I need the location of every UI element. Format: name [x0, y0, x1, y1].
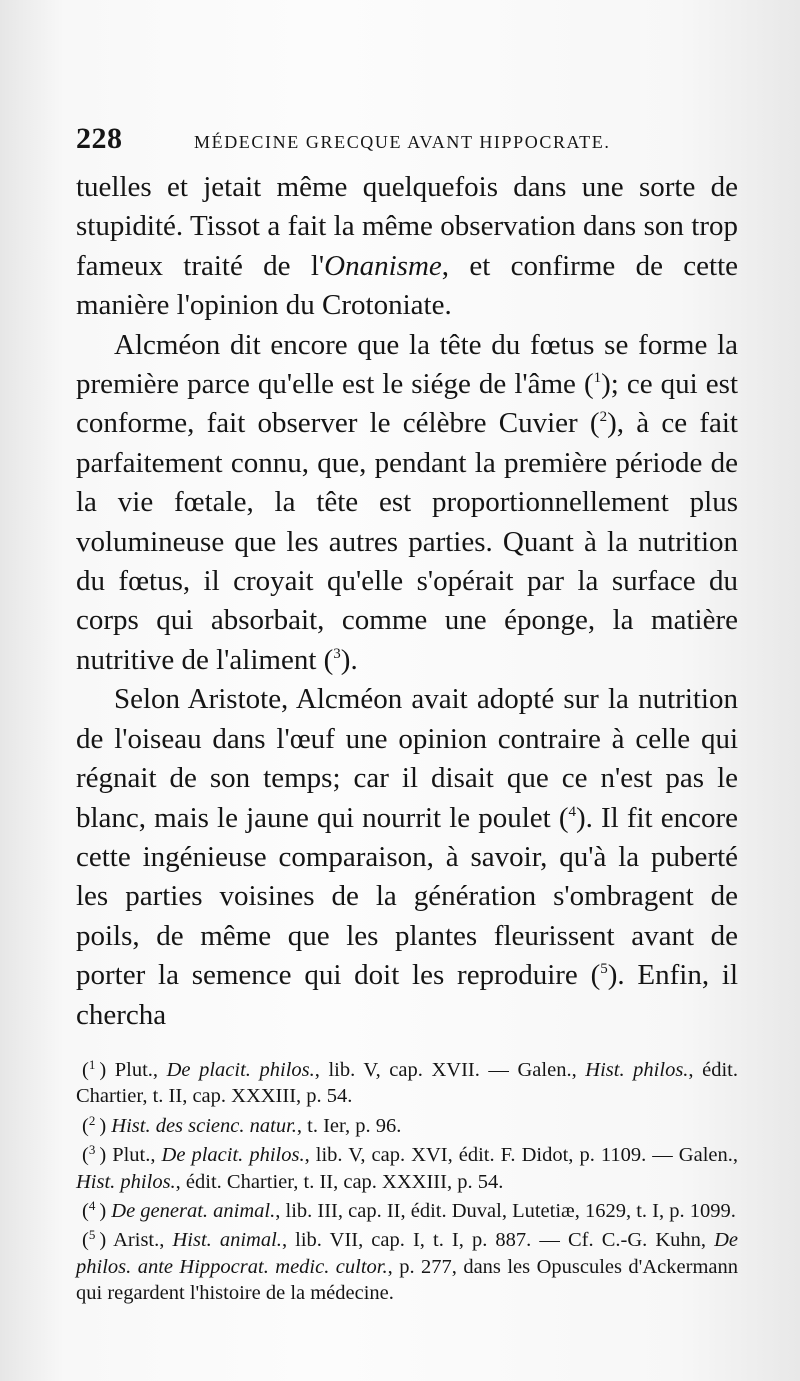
footnote-ref-2[interactable]: 2 — [599, 409, 608, 426]
footnote-1: ($^1$ ) Plut., De placit. philos., lib. V, cap. XVII. — Galen., Hist. philos., édit. Chartier, t. II, cap. XXXIII, p. 54. — [76, 1056, 738, 1108]
paragraph-3: Selon Aristote, Alcméon avait adopté sur la nutrition de l'oiseau dans l'œuf une opinion contraire à celle qui régnait de son temps; car il disait que ce n'est pas le blanc, mais le jaune qui nourrit le poulet ($^4$). Il fit encore cette ingénieuse comparaison, à savoir, qu'à la puberté les parties voisines de la génération s'ombragent de poils, de même que les plantes fleurissent avant de porter la semence qui doit les reproduire ($^5$). Enfin, il chercha — [76, 683, 738, 1031]
paragraph-2: Alcméon dit encore que la tête du fœtus se forme la première parce qu'elle est le siége de l'âme ($^1$); ce qui est conforme, fait observer le célèbre Cuvier ($^2$), à ce fait parfaitement connu, que, pendant la première période de la vie fœtale, la tête est proportionnellement plus volumineuse que les autres parties. Quant à la nutrition du fœtus, il croyait qu'elle s'opérait par la surface du corps qui absorbait, comme une éponge, la matière nutritive de l'aliment ($^3$). — [76, 328, 738, 676]
body-text — [76, 168, 738, 1035]
page-header — [76, 122, 738, 162]
footnote-ref-5[interactable]: 5 — [600, 961, 608, 978]
footnotes — [76, 1057, 738, 1307]
footnote-2: ($^2$ ) Hist. des scienc. natur., t. Ier, p. 96. — [82, 1112, 402, 1137]
footnote-4: ($^4$ ) De generat. animal., lib. III, cap. II, édit. Duval, Lutetiæ, 1629, t. I, p. 1099. — [82, 1197, 736, 1222]
footnote-ref-4[interactable]: 4 — [568, 803, 576, 820]
paragraph-1: tuelles et jetait même quelquefois dans une sorte de stupidité. Tissot a fait la même observation dans son trop fameux traité de l'Onanisme, et confirme de cette manière l'opinion du Crotoniate. — [76, 171, 739, 322]
footnote-5: ($^5$ ) Arist., Hist. animal., lib. VII, cap. I, t. I, p. 887. — Cf. C.-G. Kuhn, De philos. ante Hippocrat. medic. cultor., p. 277, dans les Opuscules d'Ackermann qui regardent l'histoire de la médecine. — [76, 1227, 739, 1305]
footnote-ref-1[interactable]: 1 — [593, 370, 602, 387]
page-number: 228 — [76, 122, 123, 155]
running-head: MÉDECINE GRECQUE AVANT HIPPOCRATE. — [194, 132, 611, 152]
footnote-3: ($^3$ ) Plut., De placit. philos., lib. V, cap. XVI, édit. F. Didot, p. 1109. — Galen., Hist. philos., édit. Chartier, t. II, cap. XXXIII, p. 54. — [76, 1142, 739, 1193]
footnote-ref-3[interactable]: 3 — [333, 645, 341, 662]
work-title: Onanisme — [324, 249, 442, 282]
